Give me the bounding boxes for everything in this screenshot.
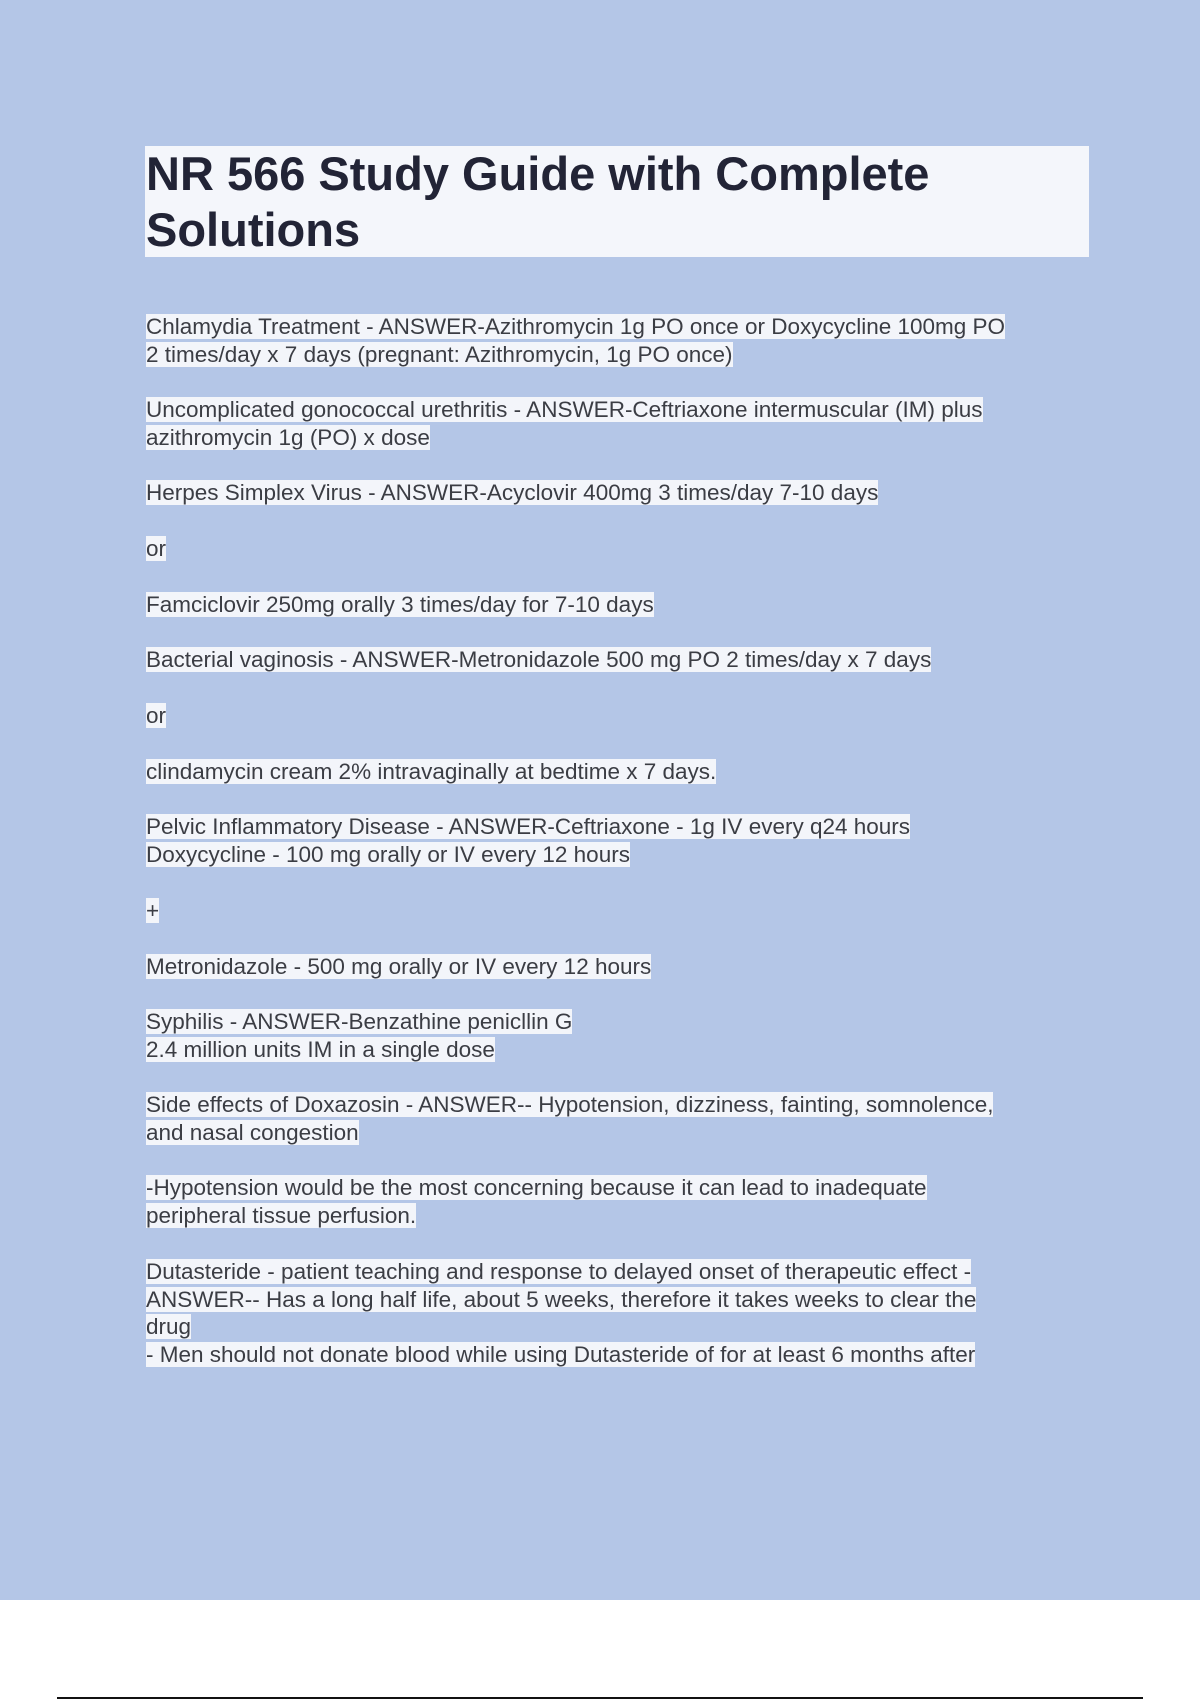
page-divider xyxy=(57,1697,1143,1699)
entry-doxazosin xyxy=(146,1091,1086,1146)
entry-line: Doxycycline - 100 mg orally or IV every 12 hours xyxy=(146,841,630,867)
entry-line: azithromycin 1g (PO) x dose xyxy=(146,424,430,450)
entry-line: Side effects of Doxazosin - ANSWER-- Hypotension, dizziness, fainting, somnolence, xyxy=(146,1092,994,1117)
entry-metronidazole xyxy=(146,953,1086,981)
entry-line: or xyxy=(146,536,167,561)
entry-famciclovir xyxy=(146,591,1086,619)
entry-clindamycin xyxy=(146,758,1086,786)
entry-line: Dutasteride - patient teaching and response to delayed onset of therapeutic effect - xyxy=(146,1259,972,1284)
entry-line: Uncomplicated gonococcal urethritis - ANSWER-Ceftriaxone intermuscular (IM) plus xyxy=(146,397,983,422)
entry-line: Pelvic Inflammatory Disease - ANSWER-Ceftriaxone - 1g IV every q24 hours xyxy=(146,814,911,839)
entry-line: + xyxy=(146,898,160,923)
entry-line: ANSWER-- Has a long half life, about 5 weeks, therefore it takes weeks to clear the xyxy=(146,1286,977,1312)
entry-plus xyxy=(146,897,1086,925)
entry-bacterial-vaginosis xyxy=(146,646,1086,674)
entry-line: clindamycin cream 2% intravaginally at bedtime x 7 days. xyxy=(146,759,717,784)
entry-chlamydia xyxy=(146,313,1086,368)
entry-line: Metronidazole - 500 mg orally or IV every 12 hours xyxy=(146,954,652,979)
entry-line: or xyxy=(146,703,167,728)
entry-pid xyxy=(146,813,1086,868)
entry-gonococcal xyxy=(146,396,1086,451)
entry-line: 2 times/day x 7 days (pregnant: Azithromycin, 1g PO once) xyxy=(146,341,733,367)
entry-herpes xyxy=(146,479,1086,507)
entry-or-1 xyxy=(146,535,1086,563)
entry-line: Syphilis - ANSWER-Benzathine penicllin G xyxy=(146,1009,573,1034)
entry-line: Famciclovir 250mg orally 3 times/day for 7-10 days xyxy=(146,592,654,617)
entry-dutasteride xyxy=(146,1258,1086,1368)
entry-hypotension xyxy=(146,1174,1086,1229)
document-title: NR 566 Study Guide with Complete Solutions xyxy=(146,147,930,256)
entry-or-2 xyxy=(146,702,1086,730)
entry-line: - Men should not donate blood while using Dutasteride of for at least 6 months after xyxy=(146,1341,976,1367)
entry-line: Bacterial vaginosis - ANSWER-Metronidazole 500 mg PO 2 times/day x 7 days xyxy=(146,647,932,672)
entry-line: peripheral tissue perfusion. xyxy=(146,1202,417,1228)
entry-line: drug xyxy=(146,1314,192,1339)
entry-line: -Hypotension would be the most concerning because it can lead to inadequate xyxy=(146,1175,927,1200)
entry-syphilis xyxy=(146,1008,1086,1063)
entry-line: and nasal congestion xyxy=(146,1119,359,1145)
entry-line: Chlamydia Treatment - ANSWER-Azithromycin 1g PO once or Doxycycline 100mg PO xyxy=(146,314,1006,339)
entry-line: 2.4 million units IM in a single dose xyxy=(146,1036,495,1062)
entry-line: Herpes Simplex Virus - ANSWER-Acyclovir 400mg 3 times/day 7-10 days xyxy=(146,480,879,505)
